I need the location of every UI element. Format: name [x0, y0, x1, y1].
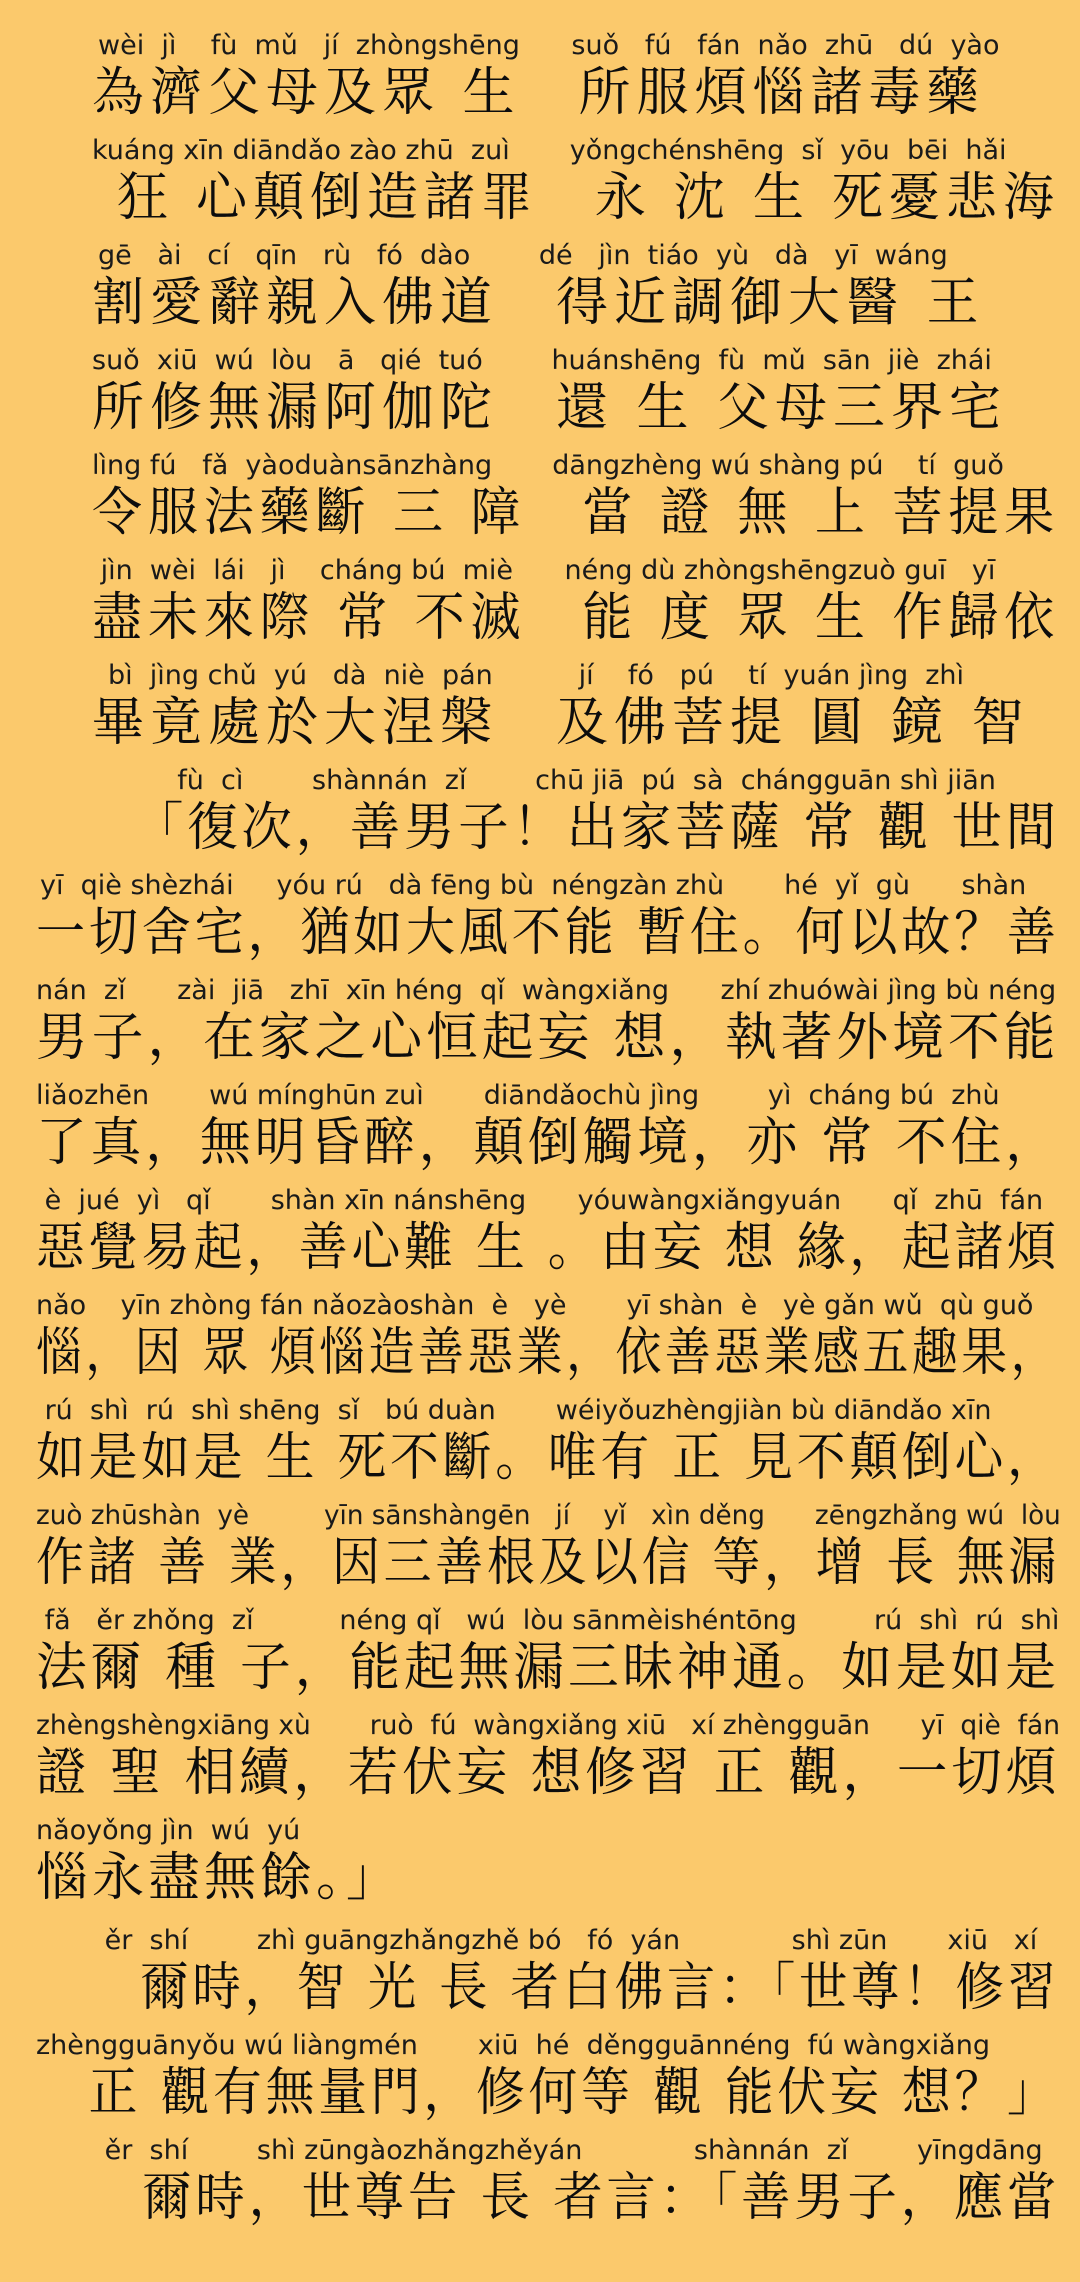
pinyin-annotation: gē ài cí qīn rù fó dào dé jìn tiáo yù dà yī wáng: [98, 240, 948, 271]
pinyin-annotation: suǒ xiū wú lòu ā qié tuó huánshēng fù mǔ sān jiè zhái: [92, 345, 992, 376]
chinese-text: 狂 心顛倒造諸罪 永 沈 生 死憂悲海: [60, 168, 1060, 228]
chinese-text: 一切舍宅，猶如大風不能 暫住。何以故？善: [36, 903, 1060, 963]
chinese-text: 畢竟處於大涅槃 及佛菩提 圓 鏡 智: [92, 693, 1030, 753]
pinyin-annotation: yī qiè shèzhái yóu rú dà fēng bù néngzàn zhù hé yǐ gù shàn: [40, 870, 1027, 901]
pinyin-annotation: rú shì rú shì shēng sǐ bú duàn wéiyǒuzhèngjiàn bù diāndǎo xīn: [36, 1395, 992, 1426]
chinese-text: 作諸 善 業，因三善根及以信 等，增 長 無漏: [36, 1533, 1061, 1593]
chinese-text: 「復次，善男子！出家菩薩 常 觀 世間: [104, 798, 1060, 858]
pinyin-annotation: bì jìng chǔ yú dà niè pán jí fó pú tí yuán jìng zhì: [108, 660, 965, 691]
chinese-text: 如是如是 生 死不斷。唯有 正 見不顛倒心，: [36, 1428, 1060, 1488]
pinyin-annotation: lìng fú fǎ yàoduànsānzhàng dāngzhèng wú shàng pú tí guǒ: [92, 450, 1004, 481]
chinese-text: 爾時，世尊告 長 者言：「善男子，應當: [36, 2168, 1061, 2228]
pinyin-annotation: liǎozhēn wú mínghūn zuì diāndǎochù jìng yì cháng bú zhù: [36, 1080, 1000, 1111]
pinyin-annotation: nán zǐ zài jiā zhī xīn héng qǐ wàngxiǎng zhí zhuówài jìng bù néng: [36, 975, 1057, 1006]
chinese-text: 惱永盡無餘。」: [36, 1848, 403, 1908]
pinyin-annotation: nǎoyǒng jìn wú yú: [36, 1815, 301, 1846]
chinese-text: 證 聖 相續，若伏妄 想修習 正 觀，一切煩: [36, 1743, 1061, 1803]
chinese-text: 令服法藥斷 三 障 當 證 無 上 菩提果: [92, 483, 1060, 543]
chinese-text: 惡覺易起，善心難 生 。由妄 想 緣，起諸煩: [36, 1218, 1060, 1278]
chinese-text: 割愛辭親入佛道 得近調御大醫 王: [92, 273, 985, 333]
pinyin-annotation: kuáng xīn diāndǎo zào zhū zuì yǒngchénshēng sǐ yōu bēi hǎi: [92, 135, 1007, 166]
pinyin-annotation: zhèngguānyǒu wú liàngmén xiū hé děngguānnéng fú wàngxiǎng: [36, 2030, 990, 2061]
pinyin-annotation: fù cì shànnán zǐ chū jiā pú sà chángguān shì jiān: [100, 765, 996, 796]
chinese-text: 了真，無明昏醉，顛倒觸境，亦 常 不住，: [36, 1113, 1060, 1173]
chinese-text: 正 觀有無量門，修何等 觀 能伏妄 想？」: [36, 2063, 1060, 2123]
chinese-text: 所修無漏阿伽陀 還 生 父母三界宅: [92, 378, 1008, 438]
chinese-text: 盡未來際 常 不滅 能 度 眾 生 作歸依: [92, 588, 1060, 648]
chinese-text: 法爾 種 子，能起無漏三昧神通。如是如是: [36, 1638, 1060, 1698]
pinyin-annotation: ěr shí shì zūngàozhǎngzhěyán shànnán zǐ yīngdāng: [36, 2135, 1043, 2166]
chinese-text: 惱，因 眾 煩惱造善惡業，依善惡業感五趣果，: [36, 1323, 1061, 1383]
chinese-text: 爾時，智 光 長 者白佛言：「世尊！修習: [36, 1958, 1060, 2018]
chinese-text: 為濟父母及眾 生 所服煩惱諸毒藥: [92, 63, 985, 123]
pinyin-annotation: ěr shí zhì guāngzhǎngzhě bó fó yán shì zūn xiū xí: [36, 1925, 1038, 1956]
pinyin-annotation: jìn wèi lái jì cháng bú miè néng dù zhòngshēngzuò guī yī: [92, 555, 996, 586]
pinyin-annotation: è jué yì qǐ shàn xīn nánshēng yóuwàngxiǎngyuán qǐ zhū fán: [36, 1185, 1044, 1216]
pinyin-annotation: zuò zhūshàn yè yīn sānshàngēn jí yǐ xìn děng zēngzhǎng wú lòu: [36, 1500, 1061, 1531]
chinese-text: 男子，在家之心恒起妄 想，執著外境不能: [36, 1008, 1060, 1068]
pinyin-annotation: nǎo yīn zhòng fán nǎozàoshàn è yè yī shàn è yè gǎn wǔ qù guǒ: [36, 1290, 1034, 1321]
pinyin-annotation: zhèngshèngxiāng xù ruò fú wàngxiǎng xiū xí zhèngguān yī qiè fán: [36, 1710, 1060, 1741]
pinyin-annotation: fǎ ěr zhǒng zǐ néng qǐ wú lòu sānmèishéntōng rú shì rú shì: [36, 1605, 1060, 1636]
pinyin-annotation: wèi jì fù mǔ jí zhòngshēng suǒ fú fán nǎo zhū dú yào: [98, 30, 1000, 61]
